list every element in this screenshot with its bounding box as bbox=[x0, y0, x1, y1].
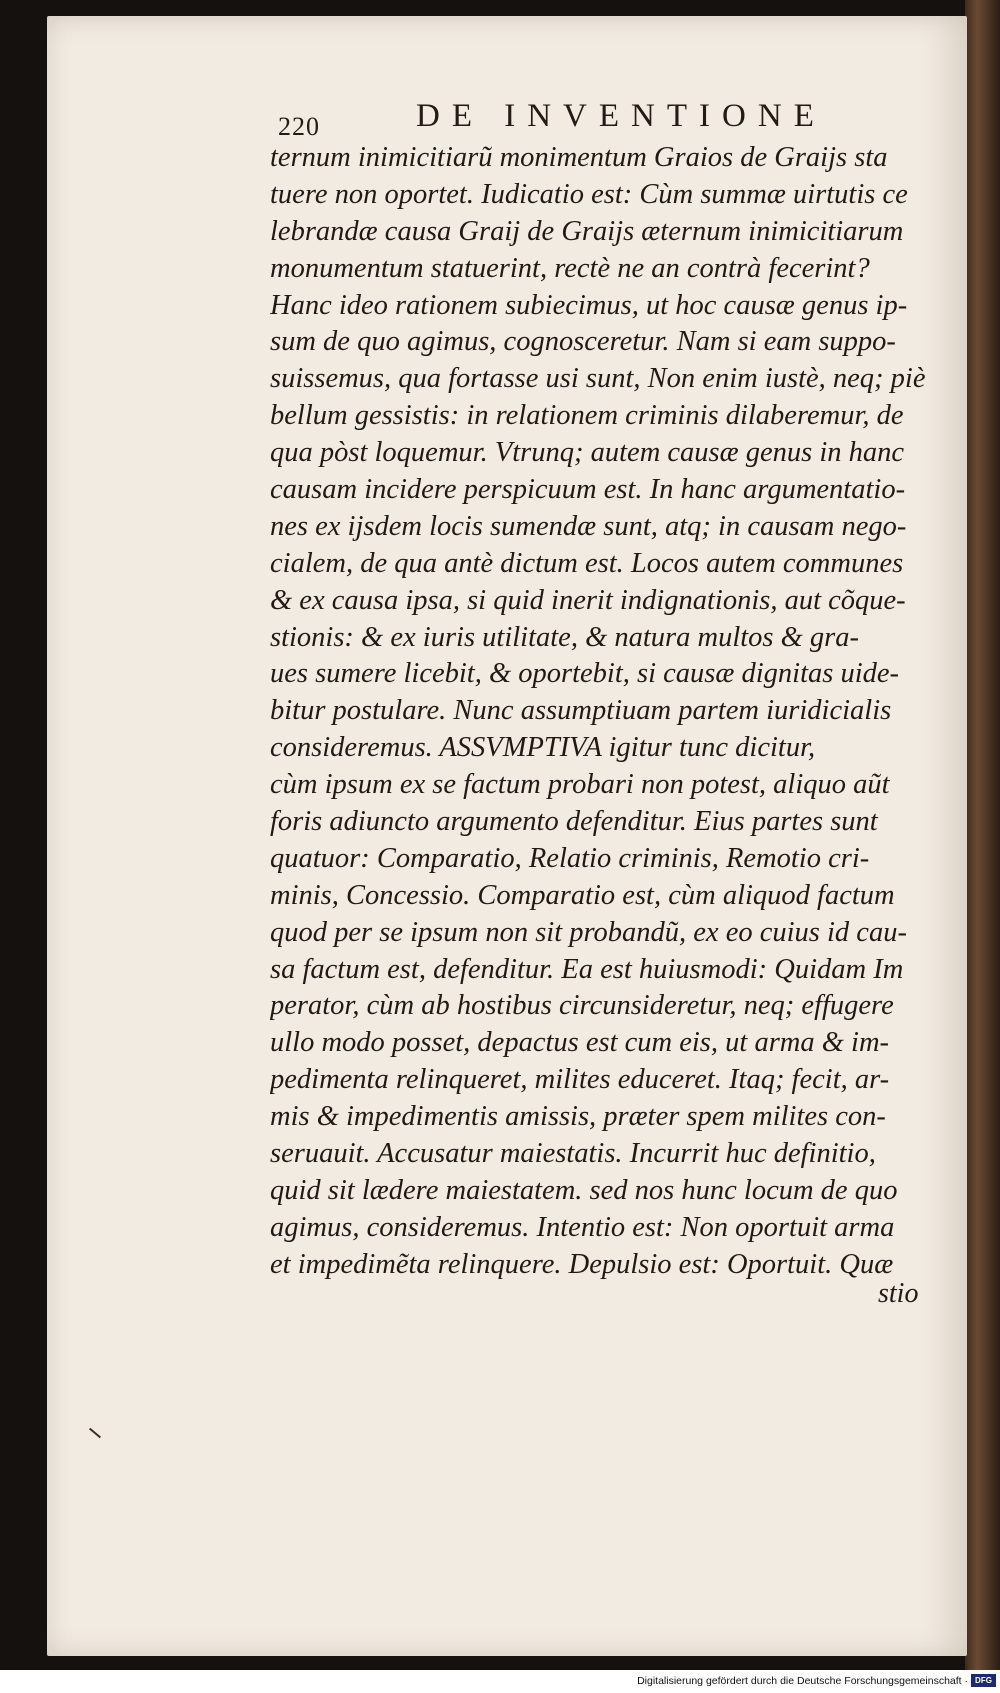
text-line: seruauit. Accusatur maiestatis. Incurrit huc definitio, bbox=[270, 1138, 876, 1170]
text-line: quid sit lædere maiestatem. sed nos hunc locum de quo bbox=[270, 1174, 898, 1206]
text-line: quatuor: Comparatio, Relatio criminis, Remotio cri- bbox=[270, 842, 870, 874]
text-line: et impedimẽta relinquere. Depulsio est: Oportuit. Quæ bbox=[270, 1248, 894, 1280]
text-line: mis & impedimentis amissis, præter spem milites con- bbox=[270, 1101, 886, 1133]
page-number: 220 bbox=[278, 112, 320, 141]
funding-credit: Digitalisierung gefördert durch die Deutsche Forschungsgemeinschaft · bbox=[637, 1675, 968, 1687]
page-header bbox=[278, 98, 838, 146]
text-line: tuere non oportet. Iudicatio est: Cùm summæ uirtutis ce bbox=[270, 178, 908, 210]
text-line: ullo modo posset, depactus est cum eis, ut arma & im- bbox=[270, 1027, 890, 1059]
text-line: cialem, de qua antè dictum est. Locos autem communes bbox=[270, 547, 904, 579]
text-line: consideremus. ASSVMPTIVA igitur tunc dicitur, bbox=[270, 732, 816, 764]
text-line: pedimenta relinqueret, milites educeret. Itaq; fecit, ar- bbox=[270, 1064, 890, 1096]
body-text bbox=[270, 140, 945, 1284]
text-line: causam incidere perspicuum est. In hanc argumentatio- bbox=[270, 474, 906, 506]
footer-bar bbox=[0, 1670, 1000, 1693]
text-line: cùm ipsum ex se factum probari non potest, aliquo aũt bbox=[270, 769, 890, 801]
text-line: Hanc ideo rationem subiecimus, ut hoc causæ genus ip- bbox=[270, 289, 908, 321]
text-line: suissemus, qua fortasse usi sunt, Non enim iustè, neq; piè bbox=[270, 363, 926, 395]
running-head: DE INVENTIONE bbox=[416, 98, 826, 134]
text-line: quod per se ipsum non sit probandũ, ex eo cuius id cau- bbox=[270, 916, 907, 948]
text-line: perator, cùm ab hostibus circunsideretur, neq; effugere bbox=[270, 990, 894, 1022]
text-line: monumentum statuerint, rectè ne an contrà fecerint? bbox=[270, 252, 870, 284]
text-line: nes ex ijsdem locis sumendæ sunt, atq; in causam nego- bbox=[270, 510, 907, 542]
text-line: sum de quo agimus, cognosceretur. Nam si eam suppo- bbox=[270, 326, 896, 358]
dfg-logo-icon: DFG bbox=[971, 1674, 996, 1687]
text-line: stionis: & ex iuris utilitate, & natura multos & gra- bbox=[270, 621, 860, 653]
text-line: agimus, consideremus. Intentio est: Non oportuit arma bbox=[270, 1211, 895, 1243]
catchword: stio bbox=[878, 1278, 919, 1309]
text-line: bitur postulare. Nunc assumptiuam partem iuridicialis bbox=[270, 695, 892, 727]
text-line: minis, Concessio. Comparatio est, cùm aliquod factum bbox=[270, 879, 895, 911]
text-line: lebrandæ causa Graij de Graijs æternum inimicitiarum bbox=[270, 215, 904, 247]
text-line: ternum inimicitiarũ monimentum Graios de Graijs sta bbox=[270, 142, 888, 173]
text-line: qua pòst loquemur. Vtrunq; autem causæ genus in hanc bbox=[270, 437, 905, 469]
text-line: bellum gessistis: in relationem criminis dilaberemur, de bbox=[270, 400, 904, 432]
text-line: sa factum est, defenditur. Ea est huiusmodi: Quidam Im bbox=[270, 953, 904, 985]
text-line: ues sumere licebit, & oportebit, si causæ dignitas uide- bbox=[270, 658, 900, 690]
text-line: & ex causa ipsa, si quid inerit indignationis, aut cõque- bbox=[270, 584, 906, 616]
text-line: foris adiuncto argumento defenditur. Eius partes sunt bbox=[270, 806, 878, 838]
book-spine bbox=[965, 0, 1000, 1670]
